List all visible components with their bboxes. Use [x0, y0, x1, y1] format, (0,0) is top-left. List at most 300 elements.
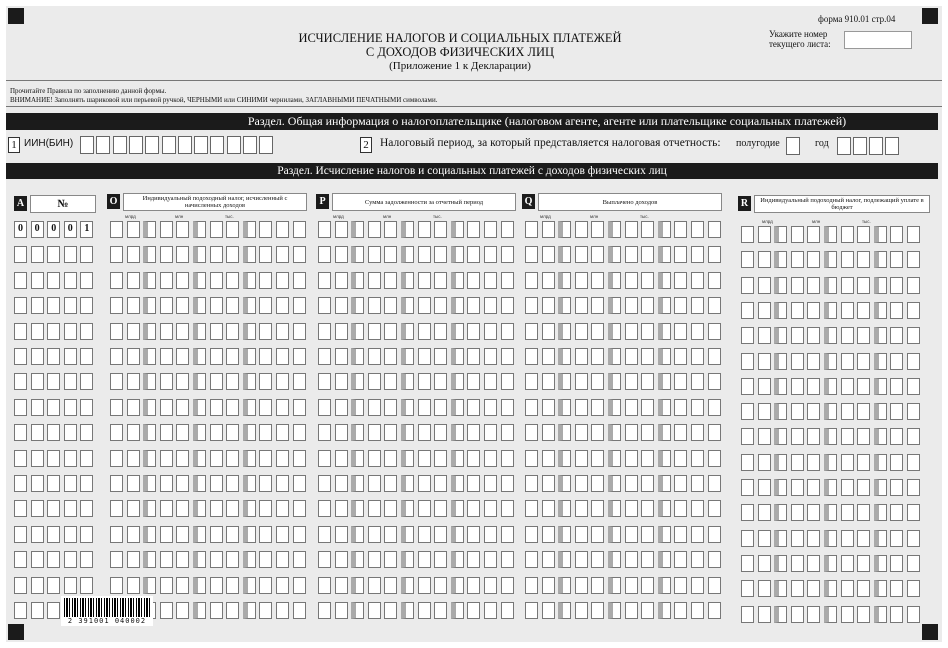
row-number-cell[interactable]: [47, 500, 60, 517]
debt-cell[interactable]: [451, 475, 464, 492]
tax-accrued-cell[interactable]: [259, 272, 272, 289]
row-number-cell[interactable]: [14, 500, 27, 517]
row-number-cell[interactable]: [47, 297, 60, 314]
debt-cell[interactable]: [318, 399, 331, 416]
debt-cell[interactable]: [501, 500, 514, 517]
tax-payable-cell[interactable]: [857, 606, 870, 623]
debt-cell[interactable]: [335, 246, 348, 263]
tax-payable-cell[interactable]: [758, 504, 771, 521]
debt-cell[interactable]: [335, 500, 348, 517]
income-paid-cell[interactable]: [542, 450, 555, 467]
tax-payable-cell[interactable]: [890, 479, 903, 496]
debt-cell[interactable]: [351, 323, 364, 340]
income-paid-cell[interactable]: [558, 475, 571, 492]
debt-cell[interactable]: [484, 399, 497, 416]
income-paid-cell[interactable]: [708, 602, 721, 619]
tax-payable-cell[interactable]: [874, 302, 887, 319]
tax-accrued-cell[interactable]: [259, 577, 272, 594]
tax-accrued-cell[interactable]: [127, 450, 140, 467]
tax-payable-cell[interactable]: [758, 277, 771, 294]
tax-accrued-cell[interactable]: [210, 272, 223, 289]
row-number-cell[interactable]: [14, 323, 27, 340]
tax-accrued-cell[interactable]: [160, 399, 173, 416]
income-paid-cell[interactable]: [591, 348, 604, 365]
income-paid-cell[interactable]: [575, 450, 588, 467]
income-paid-cell[interactable]: [674, 221, 687, 238]
debt-cell[interactable]: [368, 272, 381, 289]
income-paid-cell[interactable]: [525, 323, 538, 340]
debt-cell[interactable]: [418, 450, 431, 467]
debt-cell[interactable]: [318, 526, 331, 543]
debt-cell[interactable]: [484, 323, 497, 340]
tax-accrued-cell[interactable]: [259, 348, 272, 365]
tax-payable-cell[interactable]: [890, 327, 903, 344]
income-paid-cell[interactable]: [641, 500, 654, 517]
debt-cell[interactable]: [351, 373, 364, 390]
row-number-cell[interactable]: [64, 450, 77, 467]
row-number-cell[interactable]: [47, 323, 60, 340]
tax-payable-cell[interactable]: [874, 555, 887, 572]
income-paid-cell[interactable]: [575, 551, 588, 568]
tax-payable-cell[interactable]: [874, 353, 887, 370]
row-number-cell[interactable]: [64, 475, 77, 492]
tax-payable-cell[interactable]: [807, 378, 820, 395]
debt-cell[interactable]: [467, 297, 480, 314]
tax-payable-cell[interactable]: [857, 403, 870, 420]
income-paid-cell[interactable]: [641, 221, 654, 238]
income-paid-cell[interactable]: [525, 297, 538, 314]
tax-payable-cell[interactable]: [791, 428, 804, 445]
income-paid-cell[interactable]: [674, 348, 687, 365]
tax-payable-cell[interactable]: [774, 277, 787, 294]
debt-cell[interactable]: [484, 475, 497, 492]
tax-payable-cell[interactable]: [874, 277, 887, 294]
tax-accrued-cell[interactable]: [176, 602, 189, 619]
debt-cell[interactable]: [418, 221, 431, 238]
tax-accrued-cell[interactable]: [276, 246, 289, 263]
row-number-cell[interactable]: [31, 373, 44, 390]
row-number-cell[interactable]: [80, 424, 93, 441]
tax-payable-cell[interactable]: [807, 606, 820, 623]
tax-accrued-cell[interactable]: [210, 246, 223, 263]
income-paid-cell[interactable]: [625, 500, 638, 517]
row-number-cell[interactable]: [14, 246, 27, 263]
debt-cell[interactable]: [318, 348, 331, 365]
tax-accrued-cell[interactable]: [210, 297, 223, 314]
tax-payable-cell[interactable]: [741, 606, 754, 623]
income-paid-cell[interactable]: [542, 348, 555, 365]
tax-accrued-cell[interactable]: [276, 373, 289, 390]
income-paid-cell[interactable]: [674, 246, 687, 263]
debt-cell[interactable]: [451, 577, 464, 594]
tax-payable-cell[interactable]: [907, 403, 920, 420]
income-paid-cell[interactable]: [658, 399, 671, 416]
debt-cell[interactable]: [351, 577, 364, 594]
tax-accrued-cell[interactable]: [276, 526, 289, 543]
debt-cell[interactable]: [434, 526, 447, 543]
debt-cell[interactable]: [418, 297, 431, 314]
debt-cell[interactable]: [434, 272, 447, 289]
income-paid-cell[interactable]: [691, 323, 704, 340]
income-paid-cell[interactable]: [691, 500, 704, 517]
row-number-cell[interactable]: [80, 450, 93, 467]
debt-cell[interactable]: [467, 602, 480, 619]
income-paid-cell[interactable]: [525, 551, 538, 568]
debt-cell[interactable]: [418, 526, 431, 543]
tax-payable-cell[interactable]: [774, 428, 787, 445]
tax-payable-cell[interactable]: [857, 454, 870, 471]
tax-payable-cell[interactable]: [741, 251, 754, 268]
year-digit-input[interactable]: [869, 137, 883, 155]
income-paid-cell[interactable]: [525, 272, 538, 289]
debt-cell[interactable]: [384, 577, 397, 594]
tax-accrued-cell[interactable]: [293, 246, 306, 263]
tax-accrued-cell[interactable]: [293, 272, 306, 289]
tax-payable-cell[interactable]: [890, 277, 903, 294]
debt-cell[interactable]: [384, 500, 397, 517]
debt-cell[interactable]: [384, 373, 397, 390]
income-paid-cell[interactable]: [658, 577, 671, 594]
tax-accrued-cell[interactable]: [127, 526, 140, 543]
debt-cell[interactable]: [351, 246, 364, 263]
tax-accrued-cell[interactable]: [127, 500, 140, 517]
tax-accrued-cell[interactable]: [160, 323, 173, 340]
income-paid-cell[interactable]: [708, 475, 721, 492]
debt-cell[interactable]: [451, 348, 464, 365]
debt-cell[interactable]: [384, 323, 397, 340]
debt-cell[interactable]: [401, 297, 414, 314]
tax-payable-cell[interactable]: [807, 454, 820, 471]
income-paid-cell[interactable]: [674, 373, 687, 390]
row-number-cell[interactable]: [31, 602, 44, 619]
tax-payable-cell[interactable]: [907, 530, 920, 547]
tax-payable-cell[interactable]: [774, 226, 787, 243]
tax-accrued-cell[interactable]: [243, 272, 256, 289]
debt-cell[interactable]: [418, 246, 431, 263]
tax-accrued-cell[interactable]: [127, 272, 140, 289]
debt-cell[interactable]: [318, 424, 331, 441]
income-paid-cell[interactable]: [575, 246, 588, 263]
income-paid-cell[interactable]: [525, 450, 538, 467]
income-paid-cell[interactable]: [542, 221, 555, 238]
debt-cell[interactable]: [484, 221, 497, 238]
income-paid-cell[interactable]: [625, 475, 638, 492]
tax-payable-cell[interactable]: [824, 302, 837, 319]
income-paid-cell[interactable]: [625, 348, 638, 365]
debt-cell[interactable]: [501, 373, 514, 390]
debt-cell[interactable]: [368, 246, 381, 263]
tax-accrued-cell[interactable]: [176, 348, 189, 365]
debt-cell[interactable]: [451, 373, 464, 390]
income-paid-cell[interactable]: [591, 475, 604, 492]
tax-accrued-cell[interactable]: [176, 373, 189, 390]
debt-cell[interactable]: [484, 551, 497, 568]
tax-accrued-cell[interactable]: [193, 348, 206, 365]
tax-payable-cell[interactable]: [874, 226, 887, 243]
row-number-cell[interactable]: [64, 500, 77, 517]
iin-digit-input[interactable]: [178, 136, 192, 154]
tax-payable-cell[interactable]: [774, 580, 787, 597]
tax-accrued-cell[interactable]: [160, 500, 173, 517]
tax-payable-cell[interactable]: [857, 226, 870, 243]
income-paid-cell[interactable]: [625, 424, 638, 441]
debt-cell[interactable]: [467, 577, 480, 594]
income-paid-cell[interactable]: [625, 551, 638, 568]
income-paid-cell[interactable]: [708, 424, 721, 441]
row-number-cell[interactable]: [47, 475, 60, 492]
income-paid-cell[interactable]: [674, 602, 687, 619]
iin-digit-input[interactable]: [210, 136, 224, 154]
row-number-cell[interactable]: [80, 272, 93, 289]
row-number-cell[interactable]: [80, 526, 93, 543]
debt-cell[interactable]: [318, 221, 331, 238]
tax-accrued-cell[interactable]: [226, 577, 239, 594]
debt-cell[interactable]: [418, 424, 431, 441]
debt-cell[interactable]: [368, 221, 381, 238]
debt-cell[interactable]: [401, 246, 414, 263]
tax-payable-cell[interactable]: [824, 378, 837, 395]
tax-accrued-cell[interactable]: [259, 526, 272, 543]
income-paid-cell[interactable]: [658, 373, 671, 390]
tax-accrued-cell[interactable]: [293, 526, 306, 543]
income-paid-cell[interactable]: [658, 297, 671, 314]
tax-payable-cell[interactable]: [758, 606, 771, 623]
tax-accrued-cell[interactable]: [143, 577, 156, 594]
tax-accrued-cell[interactable]: [160, 577, 173, 594]
debt-cell[interactable]: [451, 399, 464, 416]
iin-digit-input[interactable]: [145, 136, 159, 154]
tax-payable-cell[interactable]: [741, 353, 754, 370]
income-paid-cell[interactable]: [691, 373, 704, 390]
tax-accrued-cell[interactable]: [160, 551, 173, 568]
tax-accrued-cell[interactable]: [293, 500, 306, 517]
income-paid-cell[interactable]: [591, 602, 604, 619]
row-number-cell[interactable]: [31, 450, 44, 467]
row-number-cell[interactable]: [80, 246, 93, 263]
row-number-cell[interactable]: [31, 424, 44, 441]
debt-cell[interactable]: [335, 475, 348, 492]
tax-payable-cell[interactable]: [807, 403, 820, 420]
tax-payable-cell[interactable]: [907, 302, 920, 319]
tax-accrued-cell[interactable]: [243, 551, 256, 568]
tax-accrued-cell[interactable]: [243, 373, 256, 390]
income-paid-cell[interactable]: [641, 475, 654, 492]
income-paid-cell[interactable]: [641, 348, 654, 365]
tax-payable-cell[interactable]: [824, 403, 837, 420]
debt-cell[interactable]: [434, 450, 447, 467]
tax-accrued-cell[interactable]: [143, 551, 156, 568]
tax-accrued-cell[interactable]: [176, 551, 189, 568]
debt-cell[interactable]: [368, 500, 381, 517]
tax-accrued-cell[interactable]: [127, 577, 140, 594]
income-paid-cell[interactable]: [591, 221, 604, 238]
tax-accrued-cell[interactable]: [259, 450, 272, 467]
tax-payable-cell[interactable]: [874, 251, 887, 268]
tax-accrued-cell[interactable]: [127, 475, 140, 492]
row-number-cell[interactable]: [14, 551, 27, 568]
tax-payable-cell[interactable]: [890, 555, 903, 572]
debt-cell[interactable]: [451, 602, 464, 619]
tax-accrued-cell[interactable]: [110, 221, 123, 238]
debt-cell[interactable]: [318, 246, 331, 263]
debt-cell[interactable]: [451, 450, 464, 467]
debt-cell[interactable]: [401, 450, 414, 467]
income-paid-cell[interactable]: [608, 272, 621, 289]
tax-accrued-cell[interactable]: [160, 424, 173, 441]
income-paid-cell[interactable]: [691, 399, 704, 416]
income-paid-cell[interactable]: [542, 297, 555, 314]
tax-payable-cell[interactable]: [774, 530, 787, 547]
tax-accrued-cell[interactable]: [293, 297, 306, 314]
debt-cell[interactable]: [351, 602, 364, 619]
tax-payable-cell[interactable]: [758, 378, 771, 395]
tax-accrued-cell[interactable]: [276, 399, 289, 416]
income-paid-cell[interactable]: [608, 373, 621, 390]
iin-digit-input[interactable]: [113, 136, 127, 154]
income-paid-cell[interactable]: [608, 526, 621, 543]
debt-cell[interactable]: [501, 526, 514, 543]
debt-cell[interactable]: [501, 399, 514, 416]
income-paid-cell[interactable]: [674, 323, 687, 340]
row-number-cell[interactable]: [64, 399, 77, 416]
iin-digit-input[interactable]: [259, 136, 273, 154]
tax-payable-cell[interactable]: [841, 226, 854, 243]
row-number-cell[interactable]: [47, 424, 60, 441]
tax-payable-cell[interactable]: [907, 580, 920, 597]
debt-cell[interactable]: [467, 272, 480, 289]
debt-cell[interactable]: [401, 526, 414, 543]
debt-cell[interactable]: [467, 373, 480, 390]
income-paid-cell[interactable]: [691, 551, 704, 568]
debt-cell[interactable]: [467, 246, 480, 263]
tax-payable-cell[interactable]: [841, 327, 854, 344]
debt-cell[interactable]: [418, 577, 431, 594]
debt-cell[interactable]: [335, 577, 348, 594]
debt-cell[interactable]: [434, 323, 447, 340]
tax-accrued-cell[interactable]: [293, 602, 306, 619]
tax-accrued-cell[interactable]: [160, 526, 173, 543]
tax-payable-cell[interactable]: [907, 226, 920, 243]
income-paid-cell[interactable]: [542, 475, 555, 492]
row-number-cell[interactable]: [14, 577, 27, 594]
tax-payable-cell[interactable]: [907, 479, 920, 496]
row-number-cell[interactable]: [47, 373, 60, 390]
income-paid-cell[interactable]: [658, 475, 671, 492]
row-number-cell[interactable]: [64, 323, 77, 340]
income-paid-cell[interactable]: [641, 450, 654, 467]
half-year-input[interactable]: [786, 137, 800, 155]
debt-cell[interactable]: [401, 551, 414, 568]
tax-payable-cell[interactable]: [807, 479, 820, 496]
income-paid-cell[interactable]: [641, 602, 654, 619]
income-paid-cell[interactable]: [591, 551, 604, 568]
tax-payable-cell[interactable]: [758, 555, 771, 572]
debt-cell[interactable]: [501, 348, 514, 365]
row-number-cell[interactable]: [31, 246, 44, 263]
income-paid-cell[interactable]: [558, 297, 571, 314]
debt-cell[interactable]: [434, 602, 447, 619]
tax-payable-cell[interactable]: [791, 353, 804, 370]
tax-payable-cell[interactable]: [741, 277, 754, 294]
debt-cell[interactable]: [368, 577, 381, 594]
tax-payable-cell[interactable]: [841, 454, 854, 471]
tax-accrued-cell[interactable]: [193, 551, 206, 568]
debt-cell[interactable]: [501, 551, 514, 568]
iin-digit-input[interactable]: [162, 136, 176, 154]
tax-accrued-cell[interactable]: [276, 500, 289, 517]
tax-accrued-cell[interactable]: [243, 577, 256, 594]
tax-accrued-cell[interactable]: [226, 272, 239, 289]
income-paid-cell[interactable]: [591, 450, 604, 467]
tax-payable-cell[interactable]: [824, 251, 837, 268]
tax-accrued-cell[interactable]: [276, 221, 289, 238]
income-paid-cell[interactable]: [674, 424, 687, 441]
tax-payable-cell[interactable]: [807, 327, 820, 344]
tax-accrued-cell[interactable]: [160, 602, 173, 619]
debt-cell[interactable]: [351, 399, 364, 416]
tax-accrued-cell[interactable]: [276, 424, 289, 441]
tax-accrued-cell[interactable]: [243, 221, 256, 238]
income-paid-cell[interactable]: [542, 373, 555, 390]
tax-payable-cell[interactable]: [824, 504, 837, 521]
debt-cell[interactable]: [318, 500, 331, 517]
income-paid-cell[interactable]: [608, 450, 621, 467]
tax-accrued-cell[interactable]: [110, 526, 123, 543]
tax-accrued-cell[interactable]: [259, 551, 272, 568]
tax-accrued-cell[interactable]: [276, 272, 289, 289]
tax-accrued-cell[interactable]: [110, 500, 123, 517]
debt-cell[interactable]: [467, 221, 480, 238]
tax-payable-cell[interactable]: [774, 251, 787, 268]
income-paid-cell[interactable]: [591, 526, 604, 543]
tax-accrued-cell[interactable]: [243, 297, 256, 314]
tax-accrued-cell[interactable]: [143, 272, 156, 289]
debt-cell[interactable]: [335, 221, 348, 238]
row-number-cell[interactable]: [14, 399, 27, 416]
tax-accrued-cell[interactable]: [160, 475, 173, 492]
tax-accrued-cell[interactable]: [143, 297, 156, 314]
income-paid-cell[interactable]: [575, 602, 588, 619]
income-paid-cell[interactable]: [525, 246, 538, 263]
income-paid-cell[interactable]: [608, 297, 621, 314]
tax-payable-cell[interactable]: [857, 504, 870, 521]
income-paid-cell[interactable]: [708, 526, 721, 543]
tax-payable-cell[interactable]: [841, 277, 854, 294]
income-paid-cell[interactable]: [525, 399, 538, 416]
income-paid-cell[interactable]: [575, 348, 588, 365]
debt-cell[interactable]: [434, 475, 447, 492]
row-number-cell[interactable]: [64, 246, 77, 263]
income-paid-cell[interactable]: [525, 424, 538, 441]
tax-payable-cell[interactable]: [741, 530, 754, 547]
income-paid-cell[interactable]: [658, 500, 671, 517]
tax-payable-cell[interactable]: [874, 479, 887, 496]
iin-digit-input[interactable]: [96, 136, 110, 154]
income-paid-cell[interactable]: [641, 272, 654, 289]
tax-payable-cell[interactable]: [841, 403, 854, 420]
income-paid-cell[interactable]: [658, 246, 671, 263]
income-paid-cell[interactable]: [558, 526, 571, 543]
row-number-cell[interactable]: [47, 348, 60, 365]
debt-cell[interactable]: [384, 272, 397, 289]
tax-accrued-cell[interactable]: [226, 348, 239, 365]
tax-payable-cell[interactable]: [857, 479, 870, 496]
tax-payable-cell[interactable]: [774, 403, 787, 420]
debt-cell[interactable]: [318, 373, 331, 390]
income-paid-cell[interactable]: [691, 602, 704, 619]
tax-accrued-cell[interactable]: [293, 475, 306, 492]
debt-cell[interactable]: [368, 297, 381, 314]
